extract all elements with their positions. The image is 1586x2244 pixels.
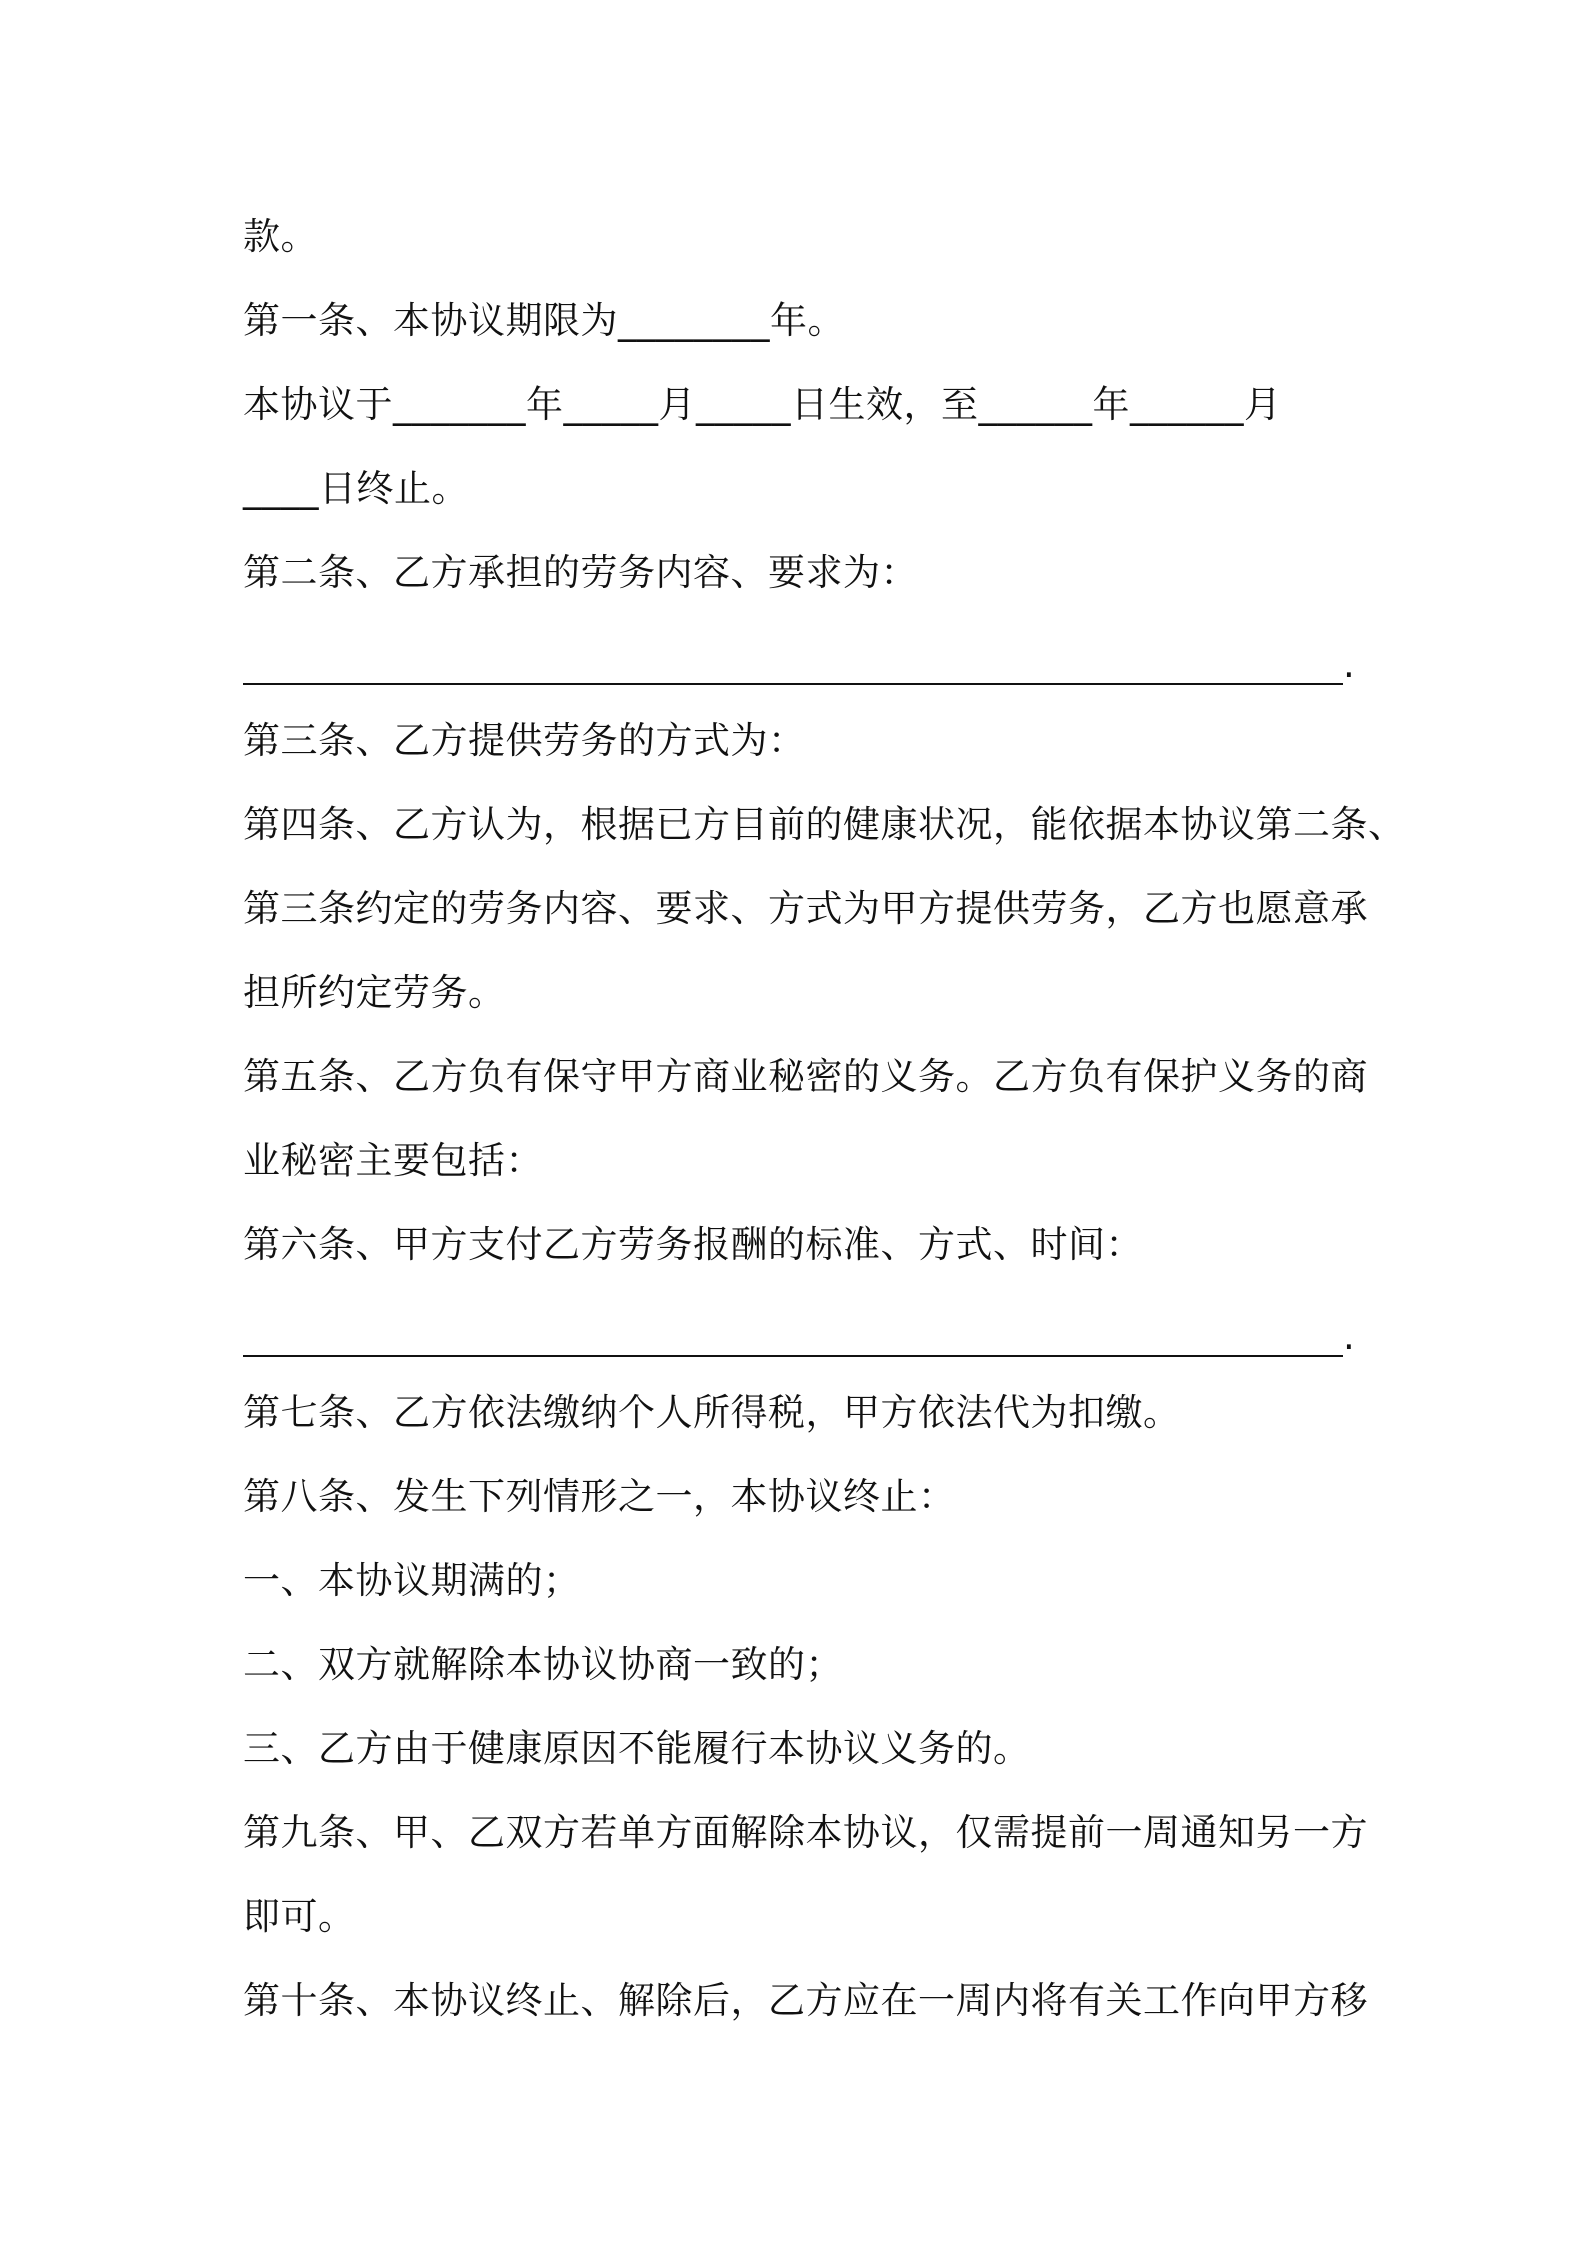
clause-6-heading: 第六条、甲方支付乙方劳务报酬的标准、方式、时间： — [243, 1223, 1143, 1266]
clause-8-item-1: 一、本协议期满的； — [243, 1559, 581, 1602]
clause-2-heading: 第二条、乙方承担的劳务内容、要求为： — [243, 551, 918, 594]
blank-end-mark: . — [1343, 1315, 1355, 1358]
clause-9-line-2: 即可。 — [243, 1895, 356, 1938]
blank-fill-line — [243, 1287, 1353, 1371]
clause-5-line-1: 第五条、乙方负有保守甲方商业秘密的义务。乙方负有保护义务的商 — [243, 1055, 1368, 1098]
clause-4-line-1: 第四条、乙方认为，根据已方目前的健康状况，能依据本协议第二条、 — [243, 803, 1406, 846]
clause-8-item-2: 二、双方就解除本协议协商一致的； — [243, 1643, 843, 1686]
blank-fill-line — [243, 615, 1353, 699]
clause-4-line-2: 第三条约定的劳务内容、要求、方式为甲方提供劳务，乙方也愿意承 — [243, 887, 1368, 930]
clause-9-line-1: 第九条、甲、乙双方若单方面解除本协议，仅需提前一周通知另一方 — [243, 1811, 1368, 1854]
clause-3-heading: 第三条、乙方提供劳务的方式为： — [243, 719, 806, 762]
clause-4-line-3: 担所约定劳务。 — [243, 971, 506, 1014]
blank-underline — [243, 683, 1343, 685]
end-date-line: ____日终止。 — [243, 467, 469, 510]
clause-8-item-3: 三、乙方由于健康原因不能履行本协议义务的。 — [243, 1727, 1031, 1770]
clause-10-line-1: 第十条、本协议终止、解除后，乙方应在一周内将有关工作向甲方移 — [243, 1979, 1368, 2022]
blank-end-mark: . — [1343, 643, 1355, 686]
text-line: 款。 — [243, 215, 318, 258]
document-body — [243, 195, 1406, 2043]
clause-1-term: 第一条、本协议期限为________年。 — [243, 299, 845, 342]
clause-8-heading: 第八条、发生下列情形之一，本协议终止： — [243, 1475, 956, 1518]
blank-underline — [243, 1355, 1343, 1357]
effective-date-line: 本协议于_______年_____月_____日生效，至______年______月 — [243, 383, 1282, 426]
clause-7: 第七条、乙方依法缴纳个人所得税，甲方依法代为扣缴。 — [243, 1391, 1181, 1434]
clause-5-line-2: 业秘密主要包括： — [243, 1139, 543, 1182]
